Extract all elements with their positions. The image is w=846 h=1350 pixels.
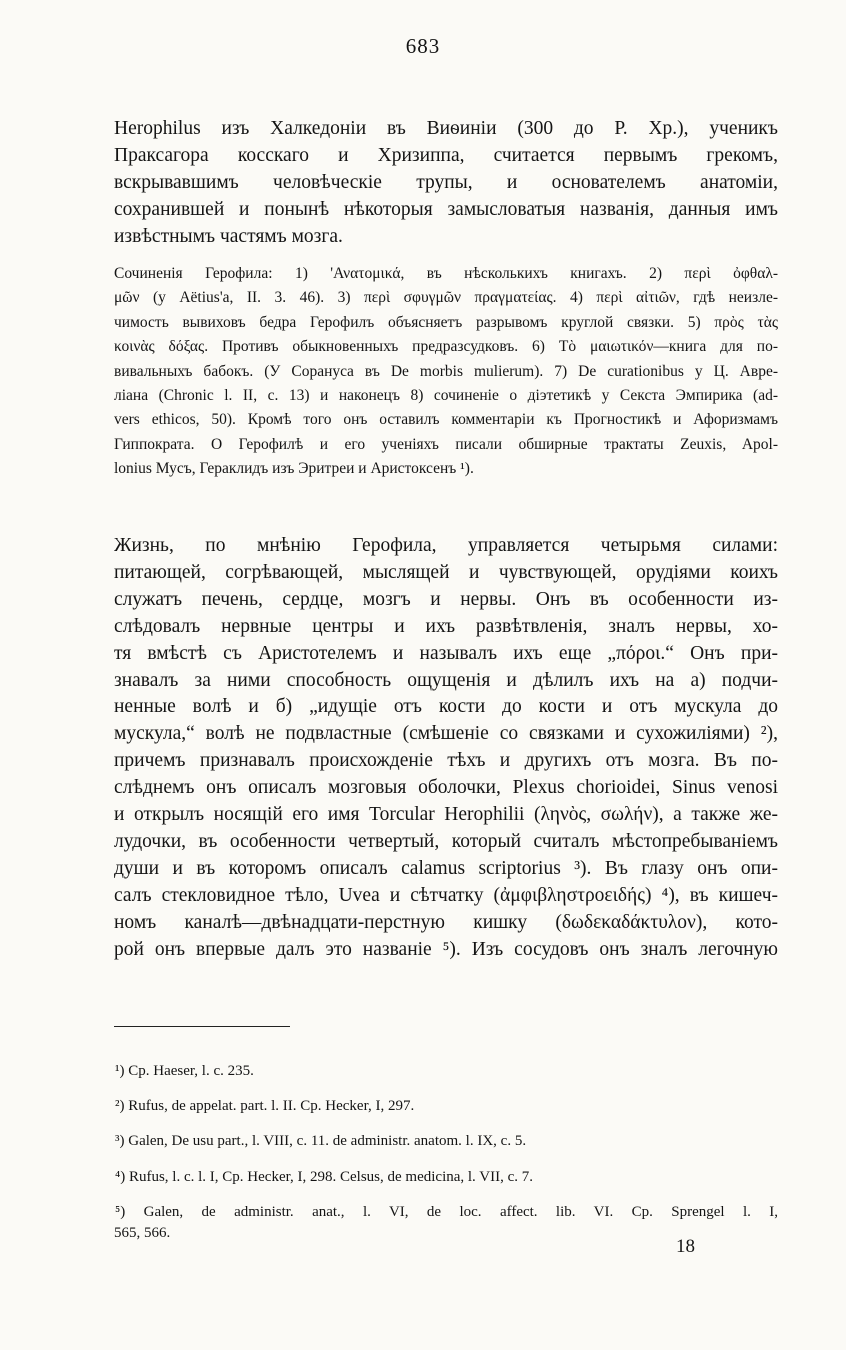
paragraph-life-forces — [114, 533, 778, 964]
footnote-4: ⁴) Rufus, l. c. l. I, Cp. Hecker, I, 298. Celsus, de medicina, l. VII, c. 7. — [115, 1168, 534, 1185]
text-line: lonius Мусъ, Гераклидъ изъ Эритреи и Аристоксенъ ¹). — [114, 460, 474, 478]
footnotes — [114, 1054, 778, 1242]
text-line: вскрывавшимъ человѣческіе трупы, и основателемъ анатоміи, — [114, 171, 778, 193]
text-line: тя вмѣстѣ съ Аристотелемъ и называлъ ихъ еще „πόροι.“ Онъ при- — [114, 642, 778, 664]
footnote-5-continuation: 565, 566. — [114, 1225, 171, 1242]
footnote-3: ³) Galen, De usu part., l. VIII, c. 11. de administr. anatom. l. IX, c. 5. — [115, 1133, 527, 1150]
text-line: μῶν (у Aëtius'а, II. 3. 46). 3) περὶ σφυγμῶν πραγματείας. 4) περὶ αἰτιῶν, гдѣ неизле- — [114, 289, 778, 307]
text-line: рой онъ впервые далъ это названіе ⁵). Изъ сосудовъ онъ зналъ легочную — [114, 938, 778, 960]
text-line: vers ethicos, 50). Кромѣ того онъ оставилъ комментаріи къ Прогностикѣ и Афоризмамъ — [114, 411, 778, 429]
text-line: питающей, согрѣвающей, мыслящей и чувствующей, орудіями коихъ — [114, 561, 778, 583]
text-line: ліана (Chronic l. II, c. 13) и наконецъ 8) сочиненіе о діэтетикѣ у Секста Эмпирика (ad- — [114, 387, 778, 405]
text-line: и открылъ носящій его имя Torcular Herophilii (ληνὸς, σωλήν), а также же- — [114, 804, 778, 826]
page-number: 683 — [405, 34, 441, 58]
text-line: чимость вывиховъ бедра Герофилъ объясняетъ разрывомъ круглой связки. 5) πρὸς τὰς — [114, 313, 778, 331]
text-line: причемъ признавалъ происхожденіе тѣхъ и другихъ отъ мозга. Въ по- — [114, 750, 778, 772]
text-line: сохранившей и понынѣ нѣкоторыя замысловатыя названія, данныя имъ — [114, 198, 778, 220]
text-line: слѣднемъ онъ описалъ мозговыя оболочки, Plexus chorioidei, Sinus venosi — [114, 777, 778, 799]
text-line: Праксагора косскаго и Хризиппа, считается первымъ грекомъ, — [114, 144, 778, 166]
signature-mark: 18 — [676, 1236, 695, 1257]
text-line: лудочки, въ особенности четвертый, который считалъ мѣстопребываніемъ — [114, 830, 778, 852]
text-line: ненные волѣ и б) „идущіе отъ кости до кости и отъ мускула до — [114, 696, 778, 718]
text-line: Жизнь, по мнѣнію Герофила, управляется четырьмя силами: — [114, 535, 778, 556]
text-line: номъ каналѣ—двѣнадцати-перстную кишку (δωδεκαδάκτυλον), кото- — [114, 911, 778, 933]
text-line: извѣстнымъ частямъ мозга. — [114, 225, 343, 247]
footnote-divider — [114, 1026, 290, 1027]
text-line: знавалъ за ними способность ощущенія и дѣлилъ ихъ на а) подчи- — [114, 669, 778, 691]
text-line: Гиппократа. О Герофилѣ и его ученіяхъ писали обширные трактаты Zeuxis, Apol- — [114, 435, 778, 453]
paragraph-herophilus-intro — [114, 116, 778, 251]
footnote-1: ¹) Cp. Haeser, l. c. 235. — [115, 1063, 254, 1079]
paragraph-works-of-herophilus — [114, 262, 778, 482]
text-line: служатъ печень, сердце, мозгъ и нервы. Онъ въ особенности из- — [114, 588, 778, 610]
footnote-2: ²) Rufus, de appelat. part. l. II. Cp. Hecker, I, 297. — [115, 1098, 415, 1115]
text-line: мускула,“ волѣ не подвластные (смѣшеніе со связками и сухожиліями) ²), — [114, 723, 778, 745]
footnote-5: ⁵) Galen, de administr. anat., l. VI, de loc. affect. lib. VI. Cp. Sprengel l. I, — [115, 1203, 778, 1220]
text-line: салъ стекловидное тѣло, Uvea и сѣтчатку (ἀμφιβληστροειδής) ⁴), въ кишеч- — [114, 884, 778, 906]
text-line: слѣдовалъ нервные центры и ихъ развѣтвленія, зналъ нервы, хо- — [114, 615, 778, 637]
text-line: вивальныхъ бабокъ. (У Соранусa въ De morbis mulierum). 7) De curationibus у Ц. Авре- — [114, 362, 778, 380]
text-line: Сочиненія Герофила: 1) 'Ανατομικά, въ нѣсколькихъ книгахъ. 2) περὶ ὀφθαλ- — [114, 265, 778, 282]
text-line: Herophilus изъ Халкедоніи въ Виѳиніи (300 до Р. Хр.), ученикъ — [114, 118, 778, 139]
text-line: души и въ которомъ описалъ calamus scriptorius ³). Въ глазу онъ опи- — [114, 857, 778, 879]
text-line: κοινὰς δόξας. Противъ обыкновенныхъ предразсудковъ. 6) Τὸ μαιωτικόν—книга для по- — [114, 338, 778, 356]
